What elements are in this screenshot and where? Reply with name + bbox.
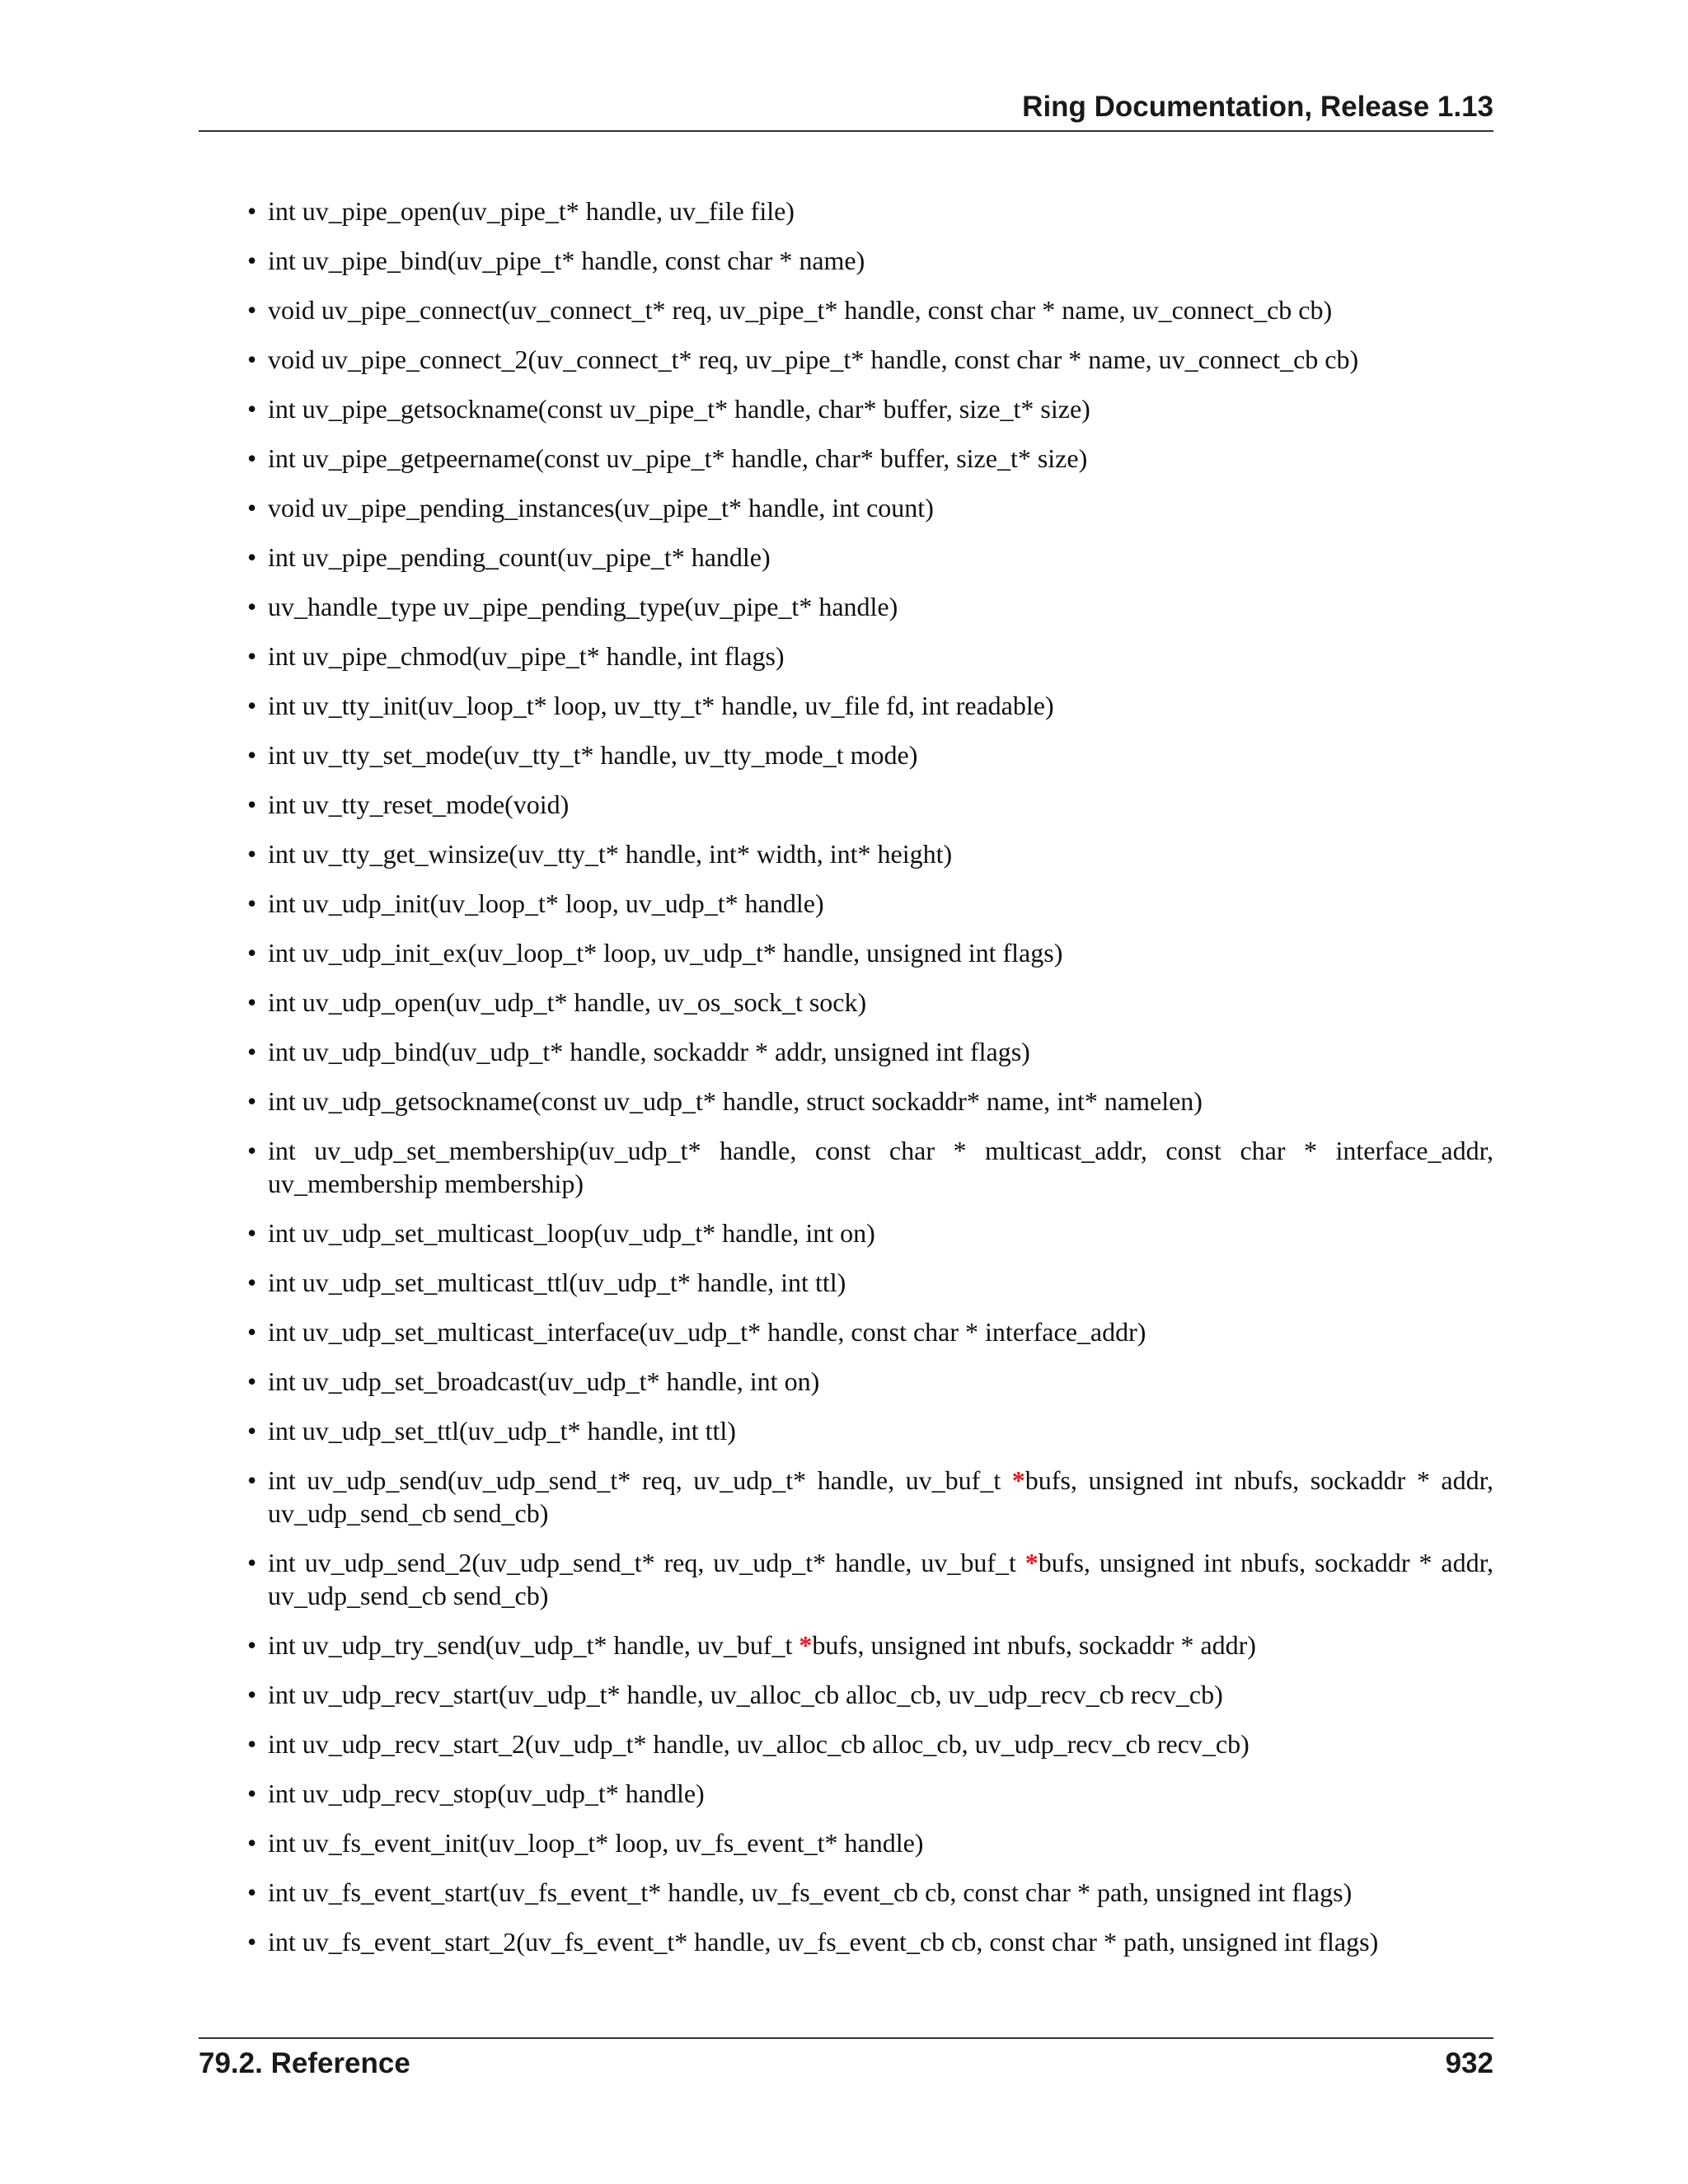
item-text: int uv_fs_event_init(uv_loop_t* loop, uv_fs_event_t* handle) — [268, 1828, 924, 1858]
item-text: int uv_pipe_pending_count(uv_pipe_t* handle) — [268, 542, 771, 572]
item-text: int uv_udp_set_broadcast(uv_udp_t* handle, int on) — [268, 1366, 820, 1396]
page-footer — [199, 2037, 1493, 2085]
list-item — [247, 1266, 1493, 1299]
list-item — [247, 1925, 1493, 1958]
list-item — [247, 194, 1493, 227]
bullet-icon: • — [247, 790, 257, 819]
list-item — [247, 293, 1493, 326]
api-function-list — [247, 194, 1493, 1975]
bullet-icon: • — [247, 1828, 257, 1858]
list-item — [247, 837, 1493, 870]
item-text: int uv_udp_set_membership(uv_udp_t* handle, const char * multicast_addr, const char * interface_addr, uv_membership membership) — [268, 1136, 1493, 1198]
list-item — [247, 1876, 1493, 1909]
bullet-icon: • — [247, 592, 257, 621]
item-text: int uv_udp_set_multicast_interface(uv_udp_t* handle, const char * interface_addr) — [268, 1317, 1146, 1347]
list-item — [247, 1464, 1493, 1530]
list-item — [247, 244, 1493, 277]
bullet-icon: • — [247, 1630, 257, 1660]
item-text: bufs, unsigned int nbufs, sockaddr * addr, uv_udp_send_cb send_cb) — [268, 1548, 1493, 1610]
item-text: void uv_pipe_connect_2(uv_connect_t* req, uv_pipe_t* handle, const char * name, uv_connect_cb cb) — [268, 344, 1359, 374]
list-item — [247, 640, 1493, 673]
list-item — [247, 1414, 1493, 1447]
list-item — [247, 1777, 1493, 1810]
pointer-marker: * — [1011, 1465, 1025, 1495]
item-text: int uv_tty_get_winsize(uv_tty_t* handle, int* width, int* height) — [268, 839, 953, 869]
item-text: int uv_tty_reset_mode(void) — [268, 790, 570, 819]
bullet-icon: • — [247, 1086, 257, 1116]
item-text: int uv_pipe_getsockname(const uv_pipe_t* handle, char* buffer, size_t* size) — [268, 394, 1090, 424]
page-header — [199, 89, 1493, 132]
bullet-icon: • — [247, 1877, 257, 1907]
pointer-marker: * — [1025, 1548, 1039, 1577]
bullet-icon: • — [247, 938, 257, 968]
list-item — [247, 887, 1493, 920]
item-text: void uv_pipe_pending_instances(uv_pipe_t* handle, int count) — [268, 493, 934, 523]
item-text: int uv_udp_set_multicast_ttl(uv_udp_t* handle, int ttl) — [268, 1268, 846, 1297]
list-item — [247, 1678, 1493, 1711]
bullet-icon: • — [247, 641, 257, 671]
item-text: int uv_pipe_getpeername(const uv_pipe_t* handle, char* buffer, size_t* size) — [268, 443, 1088, 473]
list-item — [247, 1546, 1493, 1612]
list-item — [247, 1727, 1493, 1760]
item-text: int uv_udp_recv_start(uv_udp_t* handle, uv_alloc_cb alloc_cb, uv_udp_recv_cb recv_cb) — [268, 1680, 1223, 1709]
item-text: int uv_udp_open(uv_udp_t* handle, uv_os_sock_t sock) — [268, 987, 867, 1017]
bullet-icon: • — [247, 1366, 257, 1396]
list-item — [247, 392, 1493, 425]
list-item — [247, 541, 1493, 574]
bullet-icon: • — [247, 1779, 257, 1808]
document-title: Ring Documentation, Release 1.13 — [1022, 91, 1493, 123]
list-item — [247, 689, 1493, 722]
bullet-icon: • — [247, 394, 257, 424]
list-item — [247, 936, 1493, 969]
bullet-icon: • — [247, 344, 257, 374]
bullet-icon: • — [247, 1680, 257, 1709]
list-item — [247, 1035, 1493, 1068]
bullet-icon: • — [247, 1548, 257, 1577]
item-text: int uv_udp_getsockname(const uv_udp_t* handle, struct sockaddr* name, int* namelen) — [268, 1086, 1203, 1116]
list-item — [247, 1365, 1493, 1398]
item-text: int uv_udp_try_send(uv_udp_t* handle, uv_buf_t — [268, 1630, 799, 1660]
bullet-icon: • — [247, 542, 257, 572]
bullet-icon: • — [247, 1268, 257, 1297]
item-text: int uv_udp_set_multicast_loop(uv_udp_t* handle, int on) — [268, 1218, 875, 1248]
bullet-icon: • — [247, 1317, 257, 1347]
bullet-icon: • — [247, 1037, 257, 1066]
bullet-icon: • — [247, 295, 257, 325]
bullet-icon: • — [247, 196, 257, 226]
bullet-icon: • — [247, 1416, 257, 1446]
bullet-icon: • — [247, 246, 257, 275]
item-text: int uv_fs_event_start(uv_fs_event_t* handle, uv_fs_event_cb cb, const char * path, unsigned int flags) — [268, 1877, 1353, 1907]
item-text: bufs, unsigned int nbufs, sockaddr * addr, uv_udp_send_cb send_cb) — [268, 1465, 1493, 1528]
item-text: int uv_udp_send_2(uv_udp_send_t* req, uv_udp_t* handle, uv_buf_t — [268, 1548, 1025, 1577]
bullet-icon: • — [247, 1927, 257, 1957]
item-text: int uv_tty_set_mode(uv_tty_t* handle, uv_tty_mode_t mode) — [268, 740, 918, 770]
page-number: 932 — [1445, 2047, 1493, 2079]
list-item — [247, 343, 1493, 376]
bullet-icon: • — [247, 740, 257, 770]
section-label: 79.2. Reference — [199, 2047, 410, 2079]
list-item — [247, 1826, 1493, 1859]
item-text: int uv_udp_recv_start_2(uv_udp_t* handle, uv_alloc_cb alloc_cb, uv_udp_recv_cb recv_cb) — [268, 1729, 1250, 1759]
bullet-icon: • — [247, 1465, 257, 1495]
list-item — [247, 442, 1493, 475]
item-text: void uv_pipe_connect(uv_connect_t* req, uv_pipe_t* handle, const char * name, uv_connect_cb cb) — [268, 295, 1333, 325]
list-item — [247, 491, 1493, 524]
item-text: int uv_udp_init(uv_loop_t* loop, uv_udp_t* handle) — [268, 888, 824, 918]
item-text: int uv_udp_send(uv_udp_send_t* req, uv_udp_t* handle, uv_buf_t — [268, 1465, 1012, 1495]
bullet-icon: • — [247, 493, 257, 523]
item-text: int uv_udp_init_ex(uv_loop_t* loop, uv_udp_t* handle, unsigned int flags) — [268, 938, 1063, 968]
list-item — [247, 986, 1493, 1019]
item-text: int uv_pipe_bind(uv_pipe_t* handle, const char * name) — [268, 246, 865, 275]
item-text: int uv_fs_event_start_2(uv_fs_event_t* handle, uv_fs_event_cb cb, const char * path, unsigned int flags) — [268, 1927, 1379, 1957]
bullet-icon: • — [247, 1136, 257, 1165]
item-text: int uv_pipe_chmod(uv_pipe_t* handle, int flags) — [268, 641, 785, 671]
bullet-icon: • — [247, 443, 257, 473]
list-item — [247, 1216, 1493, 1249]
bullet-icon: • — [247, 888, 257, 918]
item-text: int uv_udp_set_ttl(uv_udp_t* handle, int ttl) — [268, 1416, 736, 1446]
item-text: bufs, unsigned int nbufs, sockaddr * addr) — [812, 1630, 1256, 1660]
list-item — [247, 1134, 1493, 1200]
list-item — [247, 788, 1493, 821]
bullet-icon: • — [247, 1729, 257, 1759]
item-text: int uv_udp_recv_stop(uv_udp_t* handle) — [268, 1779, 705, 1808]
pointer-marker: * — [799, 1630, 813, 1660]
item-text: int uv_tty_init(uv_loop_t* loop, uv_tty_t* handle, uv_file fd, int readable) — [268, 691, 1054, 720]
item-text: int uv_pipe_open(uv_pipe_t* handle, uv_file file) — [268, 196, 795, 226]
list-item — [247, 738, 1493, 771]
bullet-icon: • — [247, 1218, 257, 1248]
item-text: uv_handle_type uv_pipe_pending_type(uv_pipe_t* handle) — [268, 592, 898, 621]
item-text: int uv_udp_bind(uv_udp_t* handle, sockaddr * addr, unsigned int flags) — [268, 1037, 1030, 1066]
list-item — [247, 1315, 1493, 1348]
bullet-icon: • — [247, 691, 257, 720]
list-item — [247, 590, 1493, 623]
list-item — [247, 1085, 1493, 1118]
list-item — [247, 1629, 1493, 1661]
bullet-icon: • — [247, 987, 257, 1017]
bullet-icon: • — [247, 839, 257, 869]
